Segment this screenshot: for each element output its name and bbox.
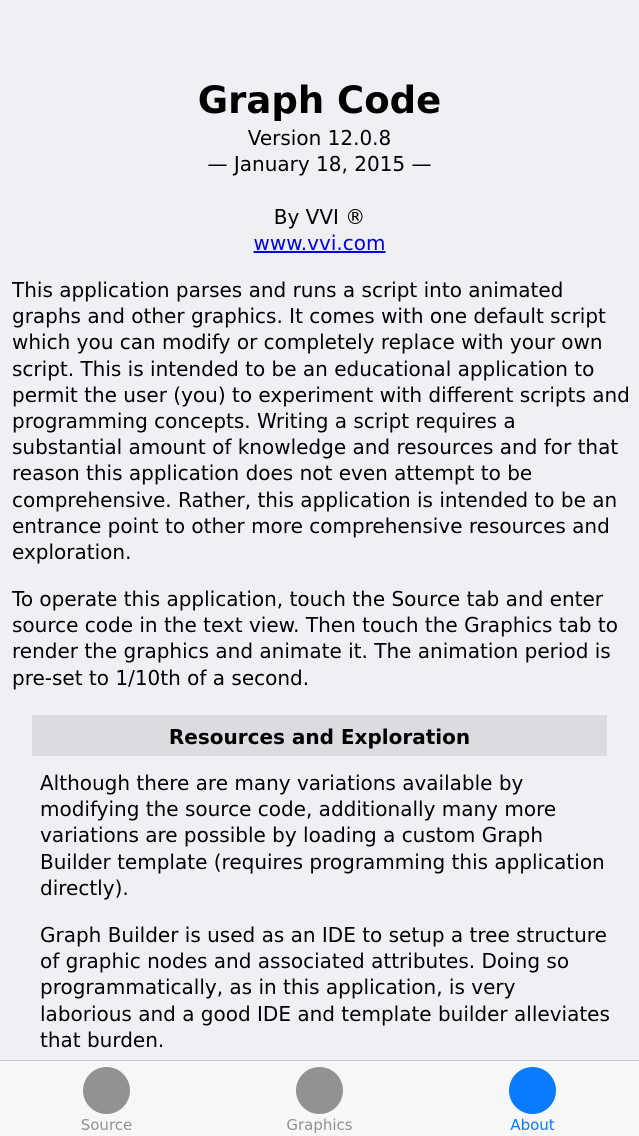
section-header: Resources and Exploration bbox=[32, 715, 607, 756]
about-icon bbox=[509, 1067, 556, 1114]
tab-about-label: About bbox=[510, 1116, 555, 1134]
source-icon bbox=[83, 1067, 130, 1114]
website-link-row bbox=[0, 230, 639, 256]
instructions-paragraph: To operate this application, touch the Source tab and enter source code in the text view. Then touch the Graphics tab to render the graphics and animate it. The animation period is pre-set to 1/10th of a second. bbox=[12, 587, 618, 690]
app-title: Graph Code bbox=[197, 79, 442, 122]
intro-paragraph: This application parses and runs a script into animated graphs and other graphics. It comes with one default script which you can modify or completely replace with your own script. This is intended to be an educational application to permit the user (you) to experiment with different scripts and programming concepts. Writing a script requires a substantial amount of knowledge and resources and for that reason this application does not even attempt to be comprehensive. Rather, this application is intended to be an entrance point to other more comprehensive resources and exploration. bbox=[12, 278, 630, 565]
tab-source-label: Source bbox=[80, 1116, 133, 1134]
tab-graphics-label: Graphics bbox=[286, 1116, 353, 1134]
graphics-icon bbox=[296, 1067, 343, 1114]
release-date: — January 18, 2015 — bbox=[207, 152, 432, 176]
tab-about[interactable] bbox=[426, 1061, 639, 1136]
tab-source[interactable] bbox=[0, 1061, 213, 1136]
author-text: By VVI ® bbox=[273, 205, 366, 229]
website-link[interactable]: www.vvi.com bbox=[253, 231, 386, 255]
tab-graphics[interactable] bbox=[213, 1061, 426, 1136]
section-paragraph-graph-builder: Graph Builder is used as an IDE to setup a tree structure of graphic nodes and associated attributes. Doing so programmatically, as in this application, is very laborious and a good IDE and template builder alleviates that burden. bbox=[40, 923, 610, 1052]
version-text: Version 12.0.8 bbox=[247, 126, 392, 150]
tab-bar bbox=[0, 1060, 639, 1136]
section-paragraph-variations: Although there are many variations available by modifying the source code, additionally many more variations are possible by loading a custom Graph Builder template (requires programming this application directly). bbox=[40, 771, 605, 900]
